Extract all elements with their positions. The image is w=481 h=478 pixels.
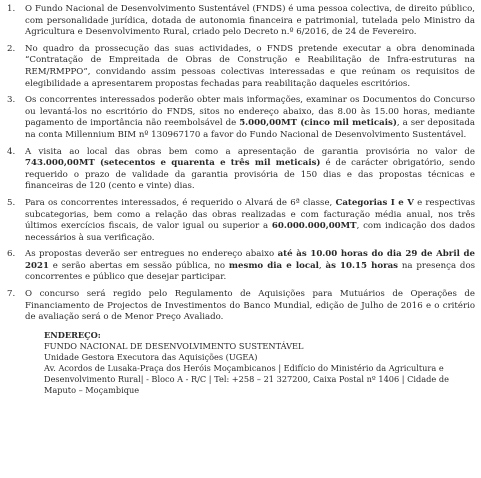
notice-item	[6, 198, 475, 244]
item-text-run: na presença dos concorrentes e público que desejar participar.	[25, 260, 476, 283]
notice-item	[6, 44, 475, 90]
item-text	[25, 4, 475, 39]
item-text-bold: 60.000.000,00MT	[271, 221, 357, 232]
item-text-bold: às 10.15 horas	[325, 260, 399, 271]
item-text-run: , a ser depositada na conta Millennium BIM nº 130967170 a favor do Fundo Nacional de Desenvolvimento Sustentável.	[25, 118, 475, 140]
item-text-bold: Categorias I e V	[335, 197, 414, 208]
item-text-run: e serão abertas em sessão pública, no	[48, 260, 229, 271]
address-heading: ENDEREÇO:	[44, 329, 101, 340]
item-number: 2.	[7, 43, 16, 54]
item-text-run: , com indicação dos dados necessários à sua verificação.	[25, 221, 475, 243]
item-text	[25, 289, 475, 324]
address-institution: FUNDO NACIONAL DE DESENVOLVIMENTO SUSTENTÁVEL	[44, 340, 304, 351]
item-text-bold: 5.000,00MT (cinco mil meticais)	[239, 118, 397, 129]
item-number: 5.	[7, 197, 16, 208]
item-number: 3.	[7, 95, 16, 106]
address-location: Av. Acordos de Lusaka-Praça dos Heróis Moçambicanos | Edifício do Ministério da Agricultura e Desenvolvimento Rural| - Bloco A - R/C | Tel: +258 – 21 327200, Caixa Postal nº 1406 | Cidade de Maputo – Moçambique	[44, 362, 449, 395]
item-text	[25, 198, 475, 244]
item-text-bold: 743.000,00MT (setecentos e quarenta e três mil meticais)	[25, 158, 321, 169]
notice-item	[6, 4, 475, 39]
item-text-run: A visita ao local das obras bem como a apresentação de garantia provisória no valor de	[25, 146, 475, 157]
item-text-run: e respectivas subcategorias, bem como a relação das obras realizadas e com facturação média anual, nos três últimos exercícios fiscais, de valor igual ou superior a	[25, 197, 476, 232]
item-text-run: O Fundo Nacional de Desenvolvimento Sustentável (FNDS) é uma pessoa colectiva, de direito público, com personalidade jurídica, dotada de autonomia financeira e patrimonial, tutelada pelo Ministro da Agricultura e Desenvolvimento Rural, criado pelo Decreto n.º 6/2016, de 24 de Fevereiro.	[25, 4, 475, 38]
item-number: 4.	[7, 146, 16, 157]
item-text	[25, 147, 475, 193]
item-text	[25, 249, 475, 284]
notice-item	[6, 147, 475, 193]
item-number: 6.	[7, 249, 16, 260]
item-number: 7.	[7, 289, 16, 300]
item-text-run: é de carácter obrigatório, sendo requerido o prazo de validade da garantia provisória de 150 dias e das propostas técnicas e financeiras de 120 (cento e vinte) dias.	[25, 158, 475, 192]
item-text-run: As propostas deverão ser entregues no endereço abaixo	[25, 249, 278, 260]
notice-items-list	[6, 4, 475, 324]
item-text-bold: mesmo dia e local	[228, 260, 319, 271]
item-text	[25, 95, 475, 141]
item-text-run: Os concorrentes interessados poderão obter mais informações, examinar os Documentos do Concurso ou levantá-los no escritório do FNDS, sitos no endereço abaixo, das 8.00 às 15.00 horas, mediante pagamento de importância não reembolsável de	[25, 95, 475, 129]
item-text-run: ,	[318, 260, 326, 271]
item-text-run: No quadro da prossecução das suas actividades, o FNDS pretende executar a obra denominada “Contratação de Empreitada de Obras de Construção e Reabilitação de Infra-estruturas na REM/RMPPO”, convidando assim pessoas colectivas interessadas e que reúnam os requisitos de elegibilidade a apresentarem propostas fechadas para reabilitação daqueles escritórios.	[25, 43, 475, 89]
item-text-run: O concurso será regido pelo Regulamento de Aquisições para Mutuários de Operações de Financiamento de Projectos de Investimentos do Banco Mundial, edição de Julho de 2016 e o critério de avaliação será o de Menor Preço Avaliado.	[25, 289, 475, 323]
item-number: 1.	[7, 4, 16, 14]
address-unit: Unidade Gestora Executora das Aquisições (UGEA)	[44, 351, 258, 362]
item-text	[25, 44, 475, 90]
notice-item	[6, 249, 475, 284]
item-text-bold: até às 10.00 horas do dia 29 de Abril de 2021	[25, 249, 475, 271]
item-text-run: Para os concorrentes interessados, é requerido o Alvará de 6ª classe,	[25, 197, 336, 208]
notice-item	[6, 95, 475, 141]
notice-item	[6, 289, 475, 324]
address-block	[44, 330, 475, 396]
